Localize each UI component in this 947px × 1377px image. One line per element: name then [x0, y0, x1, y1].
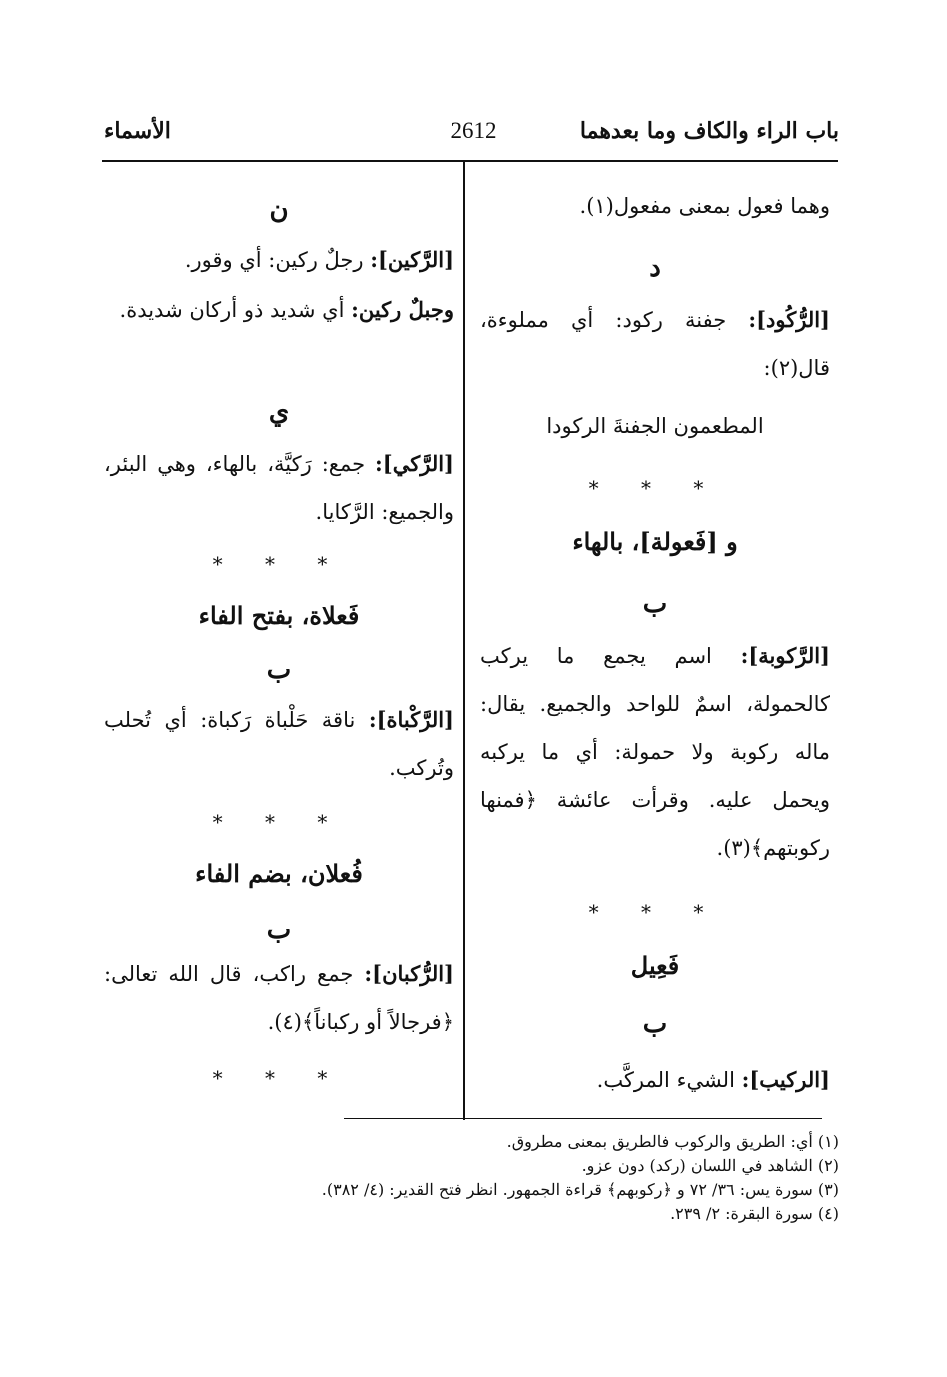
- entry-rukban: [الرُّكبان]: جمع راكب، قال الله تعالى: ﴿فرجالاً أو ركباناً﴾(٤).: [104, 961, 454, 1034]
- section-heading-faala: فَعلاة، بفتح الفاء: [198, 601, 360, 630]
- letter-heading-nun: ن: [269, 195, 289, 225]
- letter-heading-ya: ي: [268, 397, 290, 427]
- entry-rukud: [الرُّكُود]: جفنة ركود: أي مملوءة، قال(٢):: [480, 307, 830, 380]
- entry-rakbah: [الرَّكْباة]: ناقة حَلْباة رَكباة: أي تُحلب وتُركب.: [104, 707, 454, 780]
- poetry-verse: المطعمون الجفنةَ الركودا: [546, 414, 764, 438]
- section-separator: * * *: [212, 552, 346, 576]
- entry-rakiy: [الرَّكي]: جمع: رَكيَّة، بالهاء، وهي البئر، والجميع: الرَّكايا.: [104, 451, 454, 524]
- entry-rakib: [الركيب]: الشيء المركَّب.: [596, 1067, 830, 1092]
- footnote-3: (٣) سورة يس: ٣٦/ ٧٢ و ﴿ركوبهم﴾ قراءة الجمهور. انظر فتح القدير: (٤/ ٣٨٢).: [321, 1180, 839, 1199]
- section-heading-fail: فَعِيل: [630, 951, 680, 980]
- section-separator: * * *: [212, 1066, 346, 1090]
- letter-heading-ba: ب: [642, 1009, 668, 1039]
- chapter-title: باب الراء والكاف وما بعدهما: [579, 118, 839, 144]
- footnote-4: (٤) سورة البقرة: ٢/ ٢٣٩.: [670, 1204, 839, 1223]
- page-number: 2612: [450, 118, 497, 143]
- header-divider: [102, 160, 838, 162]
- section-separator: * * *: [588, 476, 722, 500]
- entry-rakin: [الرَّكين]: رجلٌ ركين: أي وقور.: [184, 247, 454, 272]
- footnote-2: (٢) الشاهد في اللسان (ركد) دون عزو.: [581, 1156, 839, 1175]
- letter-heading-dal: د: [649, 253, 661, 283]
- section-separator: * * *: [588, 900, 722, 924]
- letter-heading-ba: ب: [266, 915, 292, 945]
- entry-rakin-mountain: وجبلٌ ركين: أي شديد ذو أركان شديدة.: [119, 297, 454, 322]
- section-heading-fulan: فُعلان، بضم الفاء: [195, 859, 363, 888]
- section-separator: * * *: [212, 810, 346, 834]
- section-title: الأسماء: [104, 118, 171, 144]
- entry-continuation: وهما فعول بمعنى مفعول(١).: [579, 194, 830, 218]
- letter-heading-ba: ب: [642, 589, 668, 619]
- footnote-divider: [344, 1118, 822, 1119]
- entry-rakuba: [الرَّكوبة]: اسم يجمع ما يركب كالحمولة، اسمٌ للواحد والجميع. يقال: ماله ركوبة ولا حمولة: أي ما يركبه ويحمل عليه. وقرأت عائشة ﴿فمنها ركوبتهم﴾(٣).: [480, 643, 830, 860]
- footnotes: [99, 1130, 839, 1226]
- section-heading-fauula: و [فَعولة]، بالهاء: [572, 527, 738, 556]
- letter-heading-ba: ب: [266, 655, 292, 685]
- footnote-1: (١) أي: الطريق والركوب فالطريق بمعنى مطروق.: [506, 1132, 839, 1151]
- column-divider: [463, 162, 465, 1120]
